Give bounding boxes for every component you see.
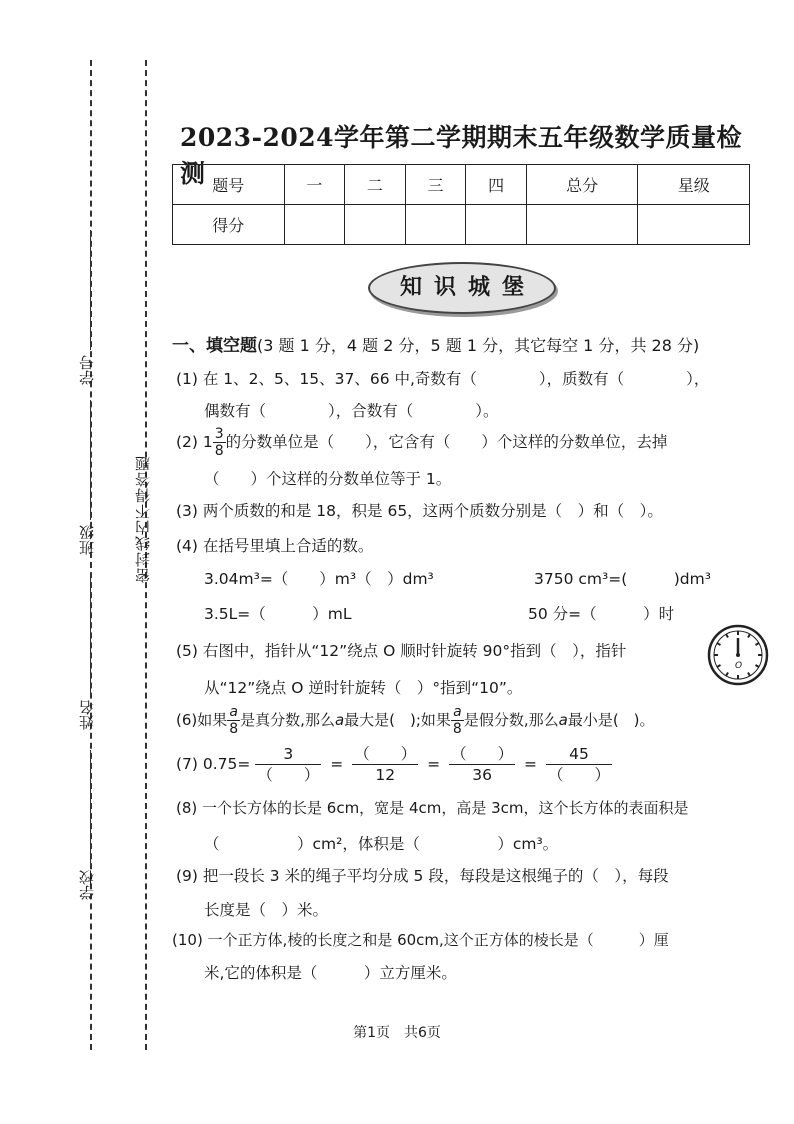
student-no-field[interactable]	[90, 230, 91, 350]
clock-icon	[706, 623, 770, 687]
q6-fraction-den: 8	[229, 721, 239, 738]
q7-fraction-2	[352, 744, 418, 785]
q8-line-2: （ ）cm²，体积是（ ）cm³。	[204, 835, 559, 853]
q4-item-b: 3750 cm³=( )dm³	[534, 570, 711, 588]
q2-line-1	[176, 426, 667, 459]
q6-fraction-den: 8	[452, 721, 462, 738]
q7-line	[176, 744, 612, 785]
q2-fraction-den: 8	[214, 443, 224, 460]
q6-line	[176, 704, 655, 737]
q4-line: (4) 在括号里填上合适的数。	[176, 537, 374, 555]
q3-line: (3) 两个质数的和是 18，积是 65，这两个质数分别是（ ）和（ ）。	[176, 502, 663, 520]
q7-f4-num: 45	[546, 744, 612, 765]
section-heading-note: (3 题 1 分，4 题 2 分，5 题 1 分，其它每空 1 分，共 28 分)	[257, 336, 700, 355]
score-header-cell: 四	[466, 165, 527, 205]
q7-f3-den: 36	[472, 766, 492, 785]
q1-line-1: (1) 在 1、2、5、15、37、66 中,奇数有（ ），质数有（ ），	[176, 370, 710, 388]
q6-text-5: 最小是( )。	[567, 711, 655, 730]
q7-eq: =	[524, 755, 538, 774]
q1-line-2: 偶数有（ ），合数有（ ）。	[204, 402, 499, 420]
q7-fraction-1	[255, 744, 321, 785]
q2-fraction	[213, 426, 226, 459]
score-header-cell: 一	[284, 165, 345, 205]
q6-var: a	[334, 711, 345, 730]
q7-f2-num: （ ）	[352, 744, 418, 765]
q7-eq: =	[427, 755, 441, 774]
q6-fraction-num: a	[451, 704, 464, 721]
q4-item-d: 50 分=（ ）时	[528, 605, 675, 623]
score-header-cell: 三	[405, 165, 466, 205]
q9-line-2: 长度是（ ）米。	[204, 901, 329, 919]
q5-line-1: (5) 右图中，指针从“12”绕点 O 顺时针旋转 90°指到（ ），指针	[176, 642, 627, 660]
q7-f3-num: （ ）	[449, 744, 515, 765]
score-header-cell: 题号	[173, 165, 285, 205]
q10-line-2: 米,它的体积是（ ）立方厘米。	[204, 964, 457, 982]
school-label: 学校	[78, 870, 96, 900]
questions	[172, 0, 776, 1124]
page-title: 2023-2024学年第二学期期末五年级数学质量检测	[180, 123, 743, 188]
q6-text-3: 最大是( );如果	[344, 711, 451, 730]
q7-f1-num: 3	[255, 744, 321, 765]
q6-fraction-1	[227, 704, 240, 737]
q2-text: 的分数单位是（ ），它含有（ ）个这样的分数单位，去掉	[225, 433, 668, 452]
q6-fraction-2	[451, 704, 464, 737]
student-no-label: 学号	[78, 355, 96, 385]
q6-text-1: (6)如果	[176, 711, 228, 730]
name-label: 姓名	[78, 700, 96, 730]
q6-text-4: 是假分数,那么	[463, 711, 559, 730]
seal-line-notice: 密封线内不得答题	[134, 455, 152, 583]
class-field[interactable]	[90, 400, 91, 520]
clock-center-label: O	[735, 661, 743, 671]
name-field[interactable]	[90, 575, 91, 695]
q6-fraction-num: a	[227, 704, 240, 721]
score-header-cell: 总分	[526, 165, 638, 205]
section-heading-title: 一、填空题	[172, 336, 257, 356]
q4-item-a: 3.04m³=（ ）m³（ ）dm³	[204, 570, 434, 588]
q7-fraction-3	[449, 744, 515, 785]
score-header-cell: 二	[345, 165, 406, 205]
q2-whole: (2) 1	[176, 433, 213, 452]
page-footer: 第1页 共6页	[353, 1025, 441, 1041]
score-row-label: 得分	[173, 205, 285, 245]
school-field[interactable]	[90, 750, 91, 865]
q7-f1-den: （ ）	[257, 766, 320, 785]
q6-var: a	[558, 711, 568, 730]
q10-line-1: (10) 一个正方体,棱的长度之和是 60cm,这个正方体的棱长是（ ）厘	[172, 931, 669, 949]
binding-dashed-line-outer	[90, 60, 92, 1050]
section-badge-text: 知识城堡	[399, 275, 536, 300]
q7-f4-den: （ ）	[547, 766, 610, 785]
q2-line-2: （ ）个这样的分数单位等于 1。	[204, 470, 452, 488]
q2-fraction-num: 3	[214, 426, 224, 442]
q9-line-1: (9) 把一段长 3 米的绳子平均分成 5 段，每段是这根绳子的（ ），每段	[176, 867, 669, 885]
q6-text-2: 是真分数,那么	[240, 711, 335, 730]
q7-text: (7) 0.75=	[176, 755, 251, 774]
q8-line-1: (8) 一个长方体的长是 6cm，宽是 4cm，高是 3cm，这个长方体的表面积是	[176, 799, 689, 817]
q5-line-2: 从“12”绕点 O 逆时针旋转（ ）°指到“10”。	[204, 679, 523, 697]
q7-fraction-4	[546, 744, 612, 785]
score-header-cell: 星级	[638, 165, 750, 205]
q7-f2-den: 12	[375, 766, 396, 785]
q4-item-c: 3.5L=（ ）mL	[204, 605, 352, 623]
q7-eq: =	[330, 755, 344, 774]
class-label: 班级	[78, 525, 96, 555]
